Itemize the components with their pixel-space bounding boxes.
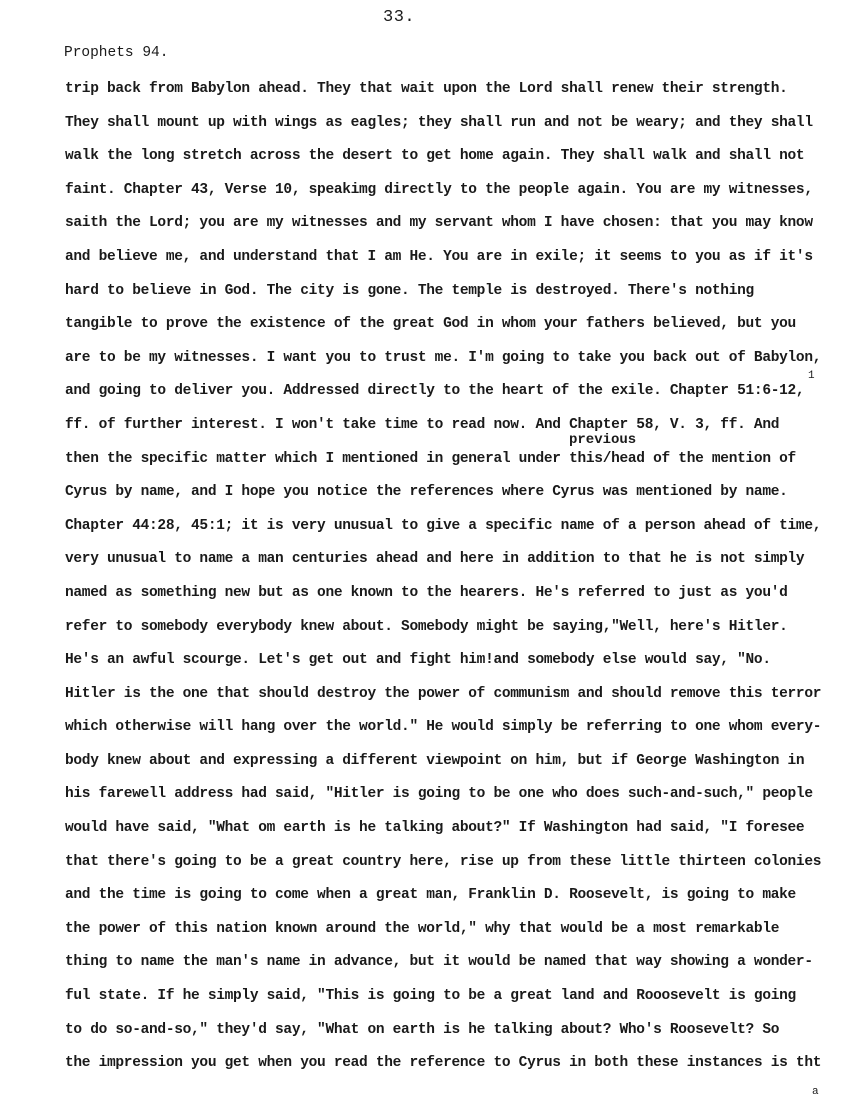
text-line: and going to deliver you. Addressed directly to the heart of the exile. Chapter 51:6-12,	[65, 383, 805, 400]
text-line: very unusual to name a man centuries ahead and here in addition to that he is not simply	[65, 551, 805, 568]
margin-mark: a	[812, 1086, 819, 1098]
text-line: the impression you get when you read the reference to Cyrus in both these instances is tht	[65, 1055, 822, 1072]
text-line: They shall mount up with wings as eagles; they shall run and not be weary; and they shall	[65, 114, 813, 131]
text-line: body knew about and expressing a different viewpoint on him, but if George Washington in	[65, 752, 805, 769]
text-line: tangible to prove the existence of the great God in whom your fathers believed, but you	[65, 316, 796, 333]
text-line: thing to name the man's name in advance, but it would be named that way showing a wonder-	[65, 954, 813, 971]
text-line: which otherwise will hang over the world." He would simply be referring to one whom every-	[65, 719, 822, 736]
text-line: refer to somebody everybody knew about. Somebody might be saying,"Well, here's Hitler.	[65, 618, 788, 635]
text-line: that there's going to be a great country here, rise up from these little thirteen colonies	[65, 853, 822, 870]
text-line: the power of this nation known around the world," why that would be a most remarkable	[65, 920, 780, 937]
text-line: ful state. If he simply said, "This is going to be a great land and Rooosevelt is going	[65, 988, 796, 1005]
text-line: Hitler is the one that should destroy the power of communism and should remove this terror	[65, 685, 822, 702]
text-line: and the time is going to come when a great man, Franklin D. Roosevelt, is going to make	[65, 887, 796, 904]
text-line: to do so-and-so," they'd say, "What on earth is he talking about? Who's Roosevelt? So	[65, 1021, 780, 1038]
text-line: Chapter 44:28, 45:1; it is very unusual to give a specific name of a person ahead of time,	[65, 517, 822, 534]
text-line: hard to believe in God. The city is gone. The temple is destroyed. There's nothing	[65, 282, 754, 299]
running-head: Prophets 94.	[64, 45, 169, 61]
page-number: 33.	[383, 8, 416, 27]
text-line: He's an awful scourge. Let's get out and fight him!and somebody else would say, "No.	[65, 652, 771, 669]
text-line: saith the Lord; you are my witnesses and my servant whom I have chosen: that you may know	[65, 215, 813, 232]
text-line: named as something new but as one known to the hearers. He's referred to just as you'd	[65, 584, 788, 601]
text-line: and believe me, and understand that I am He. You are in exile; it seems to you as if it's	[65, 248, 813, 265]
text-line: his farewell address had said, "Hitler is going to be one who does such-and-such," people	[65, 786, 813, 803]
text-line: Cyrus by name, and I hope you notice the references where Cyrus was mentioned by name.	[65, 484, 788, 501]
text-line: are to be my witnesses. I want you to trust me. I'm going to take you back out of Babylon,	[65, 349, 822, 366]
text-line: would have said, "What om earth is he talking about?" If Washington had said, "I foresee	[65, 820, 805, 837]
text-line: then the specific matter which I mentioned in general under this/head of the mention of	[65, 450, 796, 467]
interlinear-insertion: previous	[569, 432, 637, 448]
text-line: ff. of further interest. I won't take time to read now. And Chapter 58, V. 3, ff. And	[65, 416, 780, 433]
text-line: trip back from Babylon ahead. They that wait upon the Lord shall renew their strength.	[65, 81, 788, 97]
text-line: faint. Chapter 43, Verse 10, speakimg directly to the people again. You are my witnesses,	[65, 181, 813, 198]
margin-mark: 1	[808, 370, 815, 382]
text-line: walk the long stretch across the desert to get home again. They shall walk and shall not	[65, 148, 805, 165]
body-text	[65, 76, 835, 1084]
